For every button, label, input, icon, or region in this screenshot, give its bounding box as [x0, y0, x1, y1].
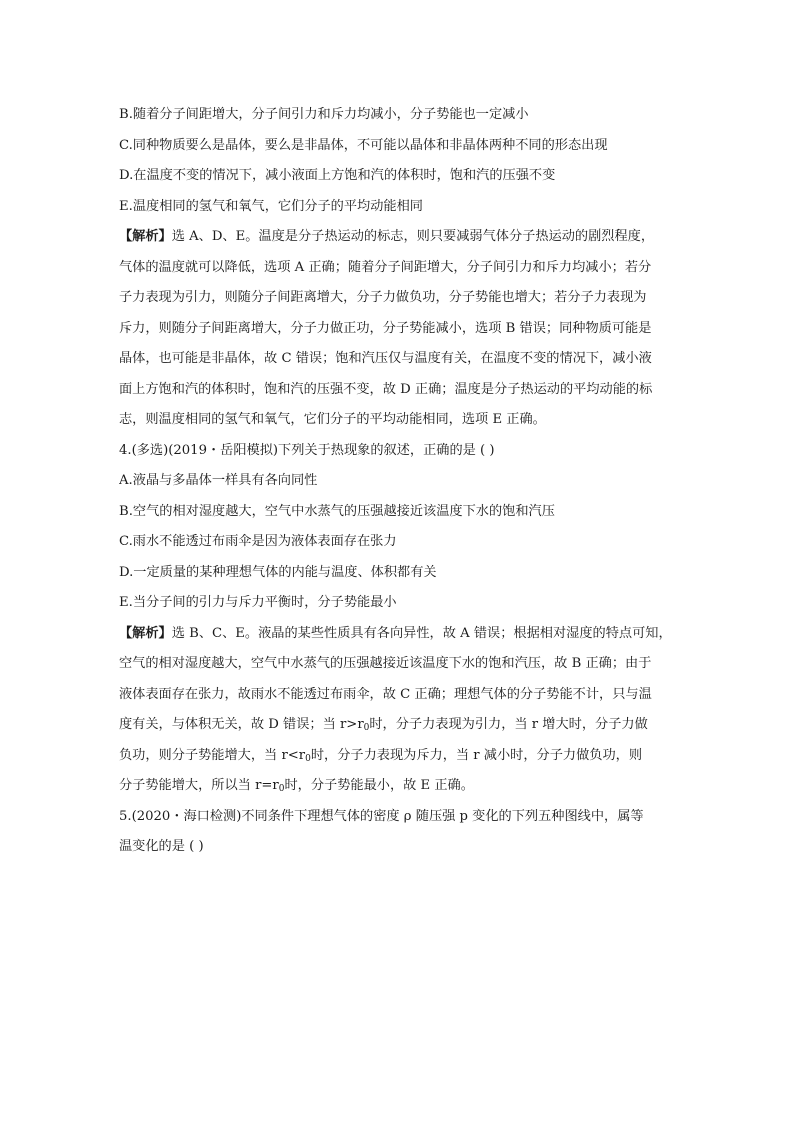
q3-analysis-line: 子力表现为引力，则随分子间距离增大，分子力做负功，分子势能也增大；若分子力表现为: [119, 290, 647, 305]
q3-options: [119, 100, 679, 222]
q3-analysis-line: 气体的温度就可以降低，选项 A 正确；随着分子间距增大，分子间引力和斥力均减小；若分: [119, 259, 652, 275]
analysis-tag: 【解析】: [119, 625, 172, 641]
q5-stem-line: 5.(2020・海口检测)不同条件下理想气体的密度 ρ 随压强 p 变化的下列五种图线中，属等: [119, 808, 644, 824]
q3-analysis-line: 志，则温度相同的氢气和氧气，它们分子的平均动能相同，选项 E 正确。: [119, 412, 546, 427]
q4-option-a: A.液晶与多晶体一样具有各向同性: [119, 473, 318, 488]
q3-analysis-line: 斥力，则随分子间距离增大，分子力做正功，分子势能减小，选项 B 错误；同种物质可能是: [119, 320, 652, 336]
q3-option-e: E.温度相同的氢气和氧气，它们分子的平均动能相同: [119, 198, 423, 214]
q4-option-d: D.一定质量的某种理想气体的内能与温度、体积都有关: [119, 564, 437, 580]
q4-analysis-line: 负功，则分子势能增大，当 $r<r_0$时，分子力表现为斥力，当 r 减小时，分子力做负功，则: [119, 747, 643, 764]
q4-option-e: E.当分子间的引力与斥力平衡时，分子势能最小: [119, 595, 397, 610]
q4-question: [119, 436, 679, 619]
q3-analysis-line: 晶体，也可能是非晶体，故 C 错误；饱和汽压仅与温度有关，在温度不变的情况下，减小液: [119, 351, 652, 366]
q3-analysis: [119, 222, 679, 436]
q3-option-b: B.随着分子间距增大，分子间引力和斥力均减小，分子势能也一定减小: [119, 107, 529, 122]
q4-analysis: [119, 619, 679, 802]
q4-analysis-line: 度有关，与体积无关，故 D 错误；当 $r>r_0$时，分子力表现为引力，当 r 增大时，分子力做: [119, 717, 648, 733]
q4-analysis-line: 液体表面存在张力，故雨水不能透过布雨伞，故 C 正确；理想气体的分子势能不计，只与温: [119, 686, 652, 702]
q3-analysis-line: 【解析】选 A、D、E。温度是分子热运动的标志，则只要减弱气体分子热运动的剧烈程度，: [119, 229, 655, 244]
q4-analysis-line: 【解析】选 B、C、E。液晶的某些性质具有各向异性，故 A 错误；根据相对湿度的特点可知，: [119, 625, 672, 641]
q4-option-c: C.雨水不能透过布雨伞是因为液体表面存在张力: [119, 534, 397, 549]
q3-analysis-line: 面上方饱和汽的体积时，饱和汽的压强不变，故 D 正确；温度是分子热运动的平均动能的标: [119, 381, 653, 397]
q5-question: [119, 802, 679, 863]
q3-option-d: D.在温度不变的情况下，减小液面上方饱和汽的体积时，饱和汽的压强不变: [119, 168, 556, 183]
q5-stem-line: 温变化的是 ( ): [119, 839, 204, 854]
analysis-tag: 【解析】: [119, 229, 172, 244]
q3-option-c: C.同种物质要么是晶体，要么是非晶体，不可能以晶体和非晶体两种不同的形态出现: [119, 137, 608, 153]
q4-stem: 4.(多选)(2019・岳阳模拟)下列关于热现象的叙述，正确的是 ( ): [119, 442, 495, 458]
q4-analysis-line: 空气的相对湿度越大，空气中水蒸气的压强越接近该温度下水的饱和汽压，故 B 正确；由于: [119, 656, 652, 671]
q4-option-b: B.空气的相对湿度越大，空气中水蒸气的压强越接近该温度下水的饱和汽压: [119, 503, 555, 519]
document-content: [119, 100, 679, 863]
q4-analysis-line: 分子势能增大，所以当 $r=r_0$时，分子势能最小，故 E 正确。: [119, 778, 474, 794]
